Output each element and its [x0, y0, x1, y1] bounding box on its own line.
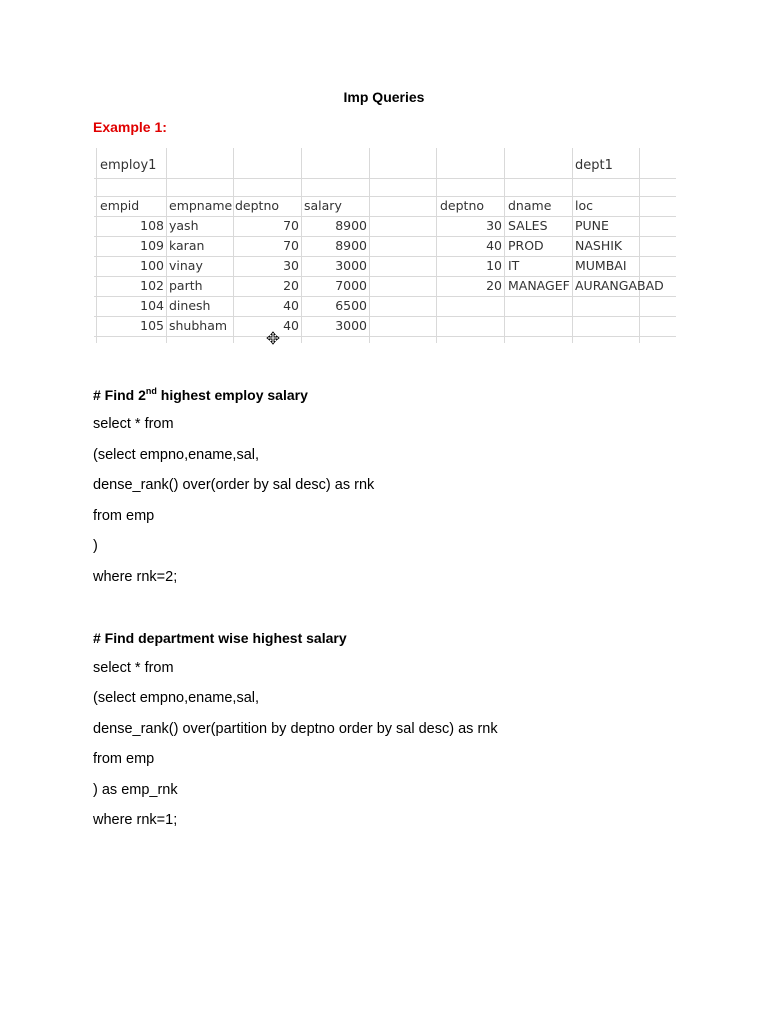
query2-heading: # Find department wise highest salary: [93, 630, 347, 646]
query1-line: select * from: [93, 416, 174, 432]
employ-table-title: employ1: [100, 158, 157, 173]
dept-cell-deptno: 40: [486, 238, 502, 253]
employ-cell-empname: vinay: [169, 258, 203, 273]
employ-cell-deptno: 40: [283, 318, 299, 333]
dept-cell-dname: PROD: [508, 238, 544, 253]
employ-cell-empname: shubham: [169, 318, 228, 333]
employ-cell-empid: 105: [140, 318, 164, 333]
employ-header-empname: empname: [169, 198, 233, 213]
employ-cell-empid: 100: [140, 258, 164, 273]
employ-header-deptno: deptno: [235, 198, 280, 213]
employ-cell-salary: 3000: [335, 258, 367, 273]
employ-cell-salary: 3000: [335, 318, 367, 333]
employ-cell-empname: dinesh: [169, 298, 211, 313]
employ-cell-empname: parth: [169, 278, 203, 293]
employ-cell-salary: 8900: [335, 218, 367, 233]
dept-cell-deptno: 20: [486, 278, 502, 293]
employ-cell-deptno: 20: [283, 278, 299, 293]
query1-heading-post: highest employ salary: [156, 387, 308, 403]
query1-line: (select empno,ename,sal,: [93, 447, 260, 463]
dept-cell-deptno: 30: [486, 218, 502, 233]
example-label: Example 1:: [93, 119, 167, 135]
dept-cell-loc: PUNE: [575, 218, 609, 233]
move-cursor-icon: [266, 331, 280, 345]
employ-cell-deptno: 30: [283, 258, 299, 273]
dept-cell-loc: MUMBAI: [575, 258, 627, 273]
query1-heading-pre: # Find 2: [93, 387, 146, 403]
query1-heading-sup: nd: [145, 386, 157, 396]
employ-cell-empid: 109: [140, 238, 164, 253]
dept-cell-dname: SALES: [508, 218, 548, 233]
dept-cell-loc: AURANGABAD: [575, 278, 664, 293]
dept-cell-loc: NASHIK: [575, 238, 623, 253]
spreadsheet-image: [94, 148, 676, 343]
page-title: Imp Queries: [343, 89, 425, 105]
dept-header-loc: loc: [575, 198, 593, 213]
employ-cell-empid: 102: [140, 278, 164, 293]
dept-header-deptno: deptno: [440, 198, 485, 213]
employ-cell-empname: karan: [169, 238, 205, 253]
dept-cell-dname: IT: [508, 258, 520, 273]
employ-header-empid: empid: [100, 198, 140, 213]
employ-cell-deptno: 40: [283, 298, 299, 313]
employ-cell-deptno: 70: [283, 218, 299, 233]
employ-header-salary: salary: [304, 198, 342, 213]
dept-cell-deptno: 10: [486, 258, 502, 273]
query1-line: from emp: [93, 508, 155, 524]
query2-line: from emp: [93, 751, 155, 767]
employ-cell-empid: 108: [140, 218, 164, 233]
query2-line: ) as emp_rnk: [93, 782, 178, 798]
employ-cell-salary: 7000: [335, 278, 367, 293]
query1-line: dense_rank() over(order by sal desc) as rnk: [93, 477, 375, 493]
dept-cell-dname: MANAGEF: [508, 278, 570, 293]
query1-heading: [93, 386, 308, 403]
query2-line: (select empno,ename,sal,: [93, 690, 260, 706]
employ-cell-deptno: 70: [283, 238, 299, 253]
query2-line: where rnk=1;: [93, 812, 178, 828]
employ-cell-empname: yash: [169, 218, 199, 233]
query1-line: where rnk=2;: [93, 569, 178, 585]
dept-header-dname: dname: [508, 198, 552, 213]
employ-cell-empid: 104: [140, 298, 164, 313]
query1-line: ): [93, 538, 98, 554]
employ-cell-salary: 6500: [335, 298, 367, 313]
query2-line: dense_rank() over(partition by deptno order by sal desc) as rnk: [93, 721, 498, 737]
query2-line: select * from: [93, 660, 174, 676]
dept-table-title: dept1: [575, 158, 613, 173]
employ-cell-salary: 8900: [335, 238, 367, 253]
